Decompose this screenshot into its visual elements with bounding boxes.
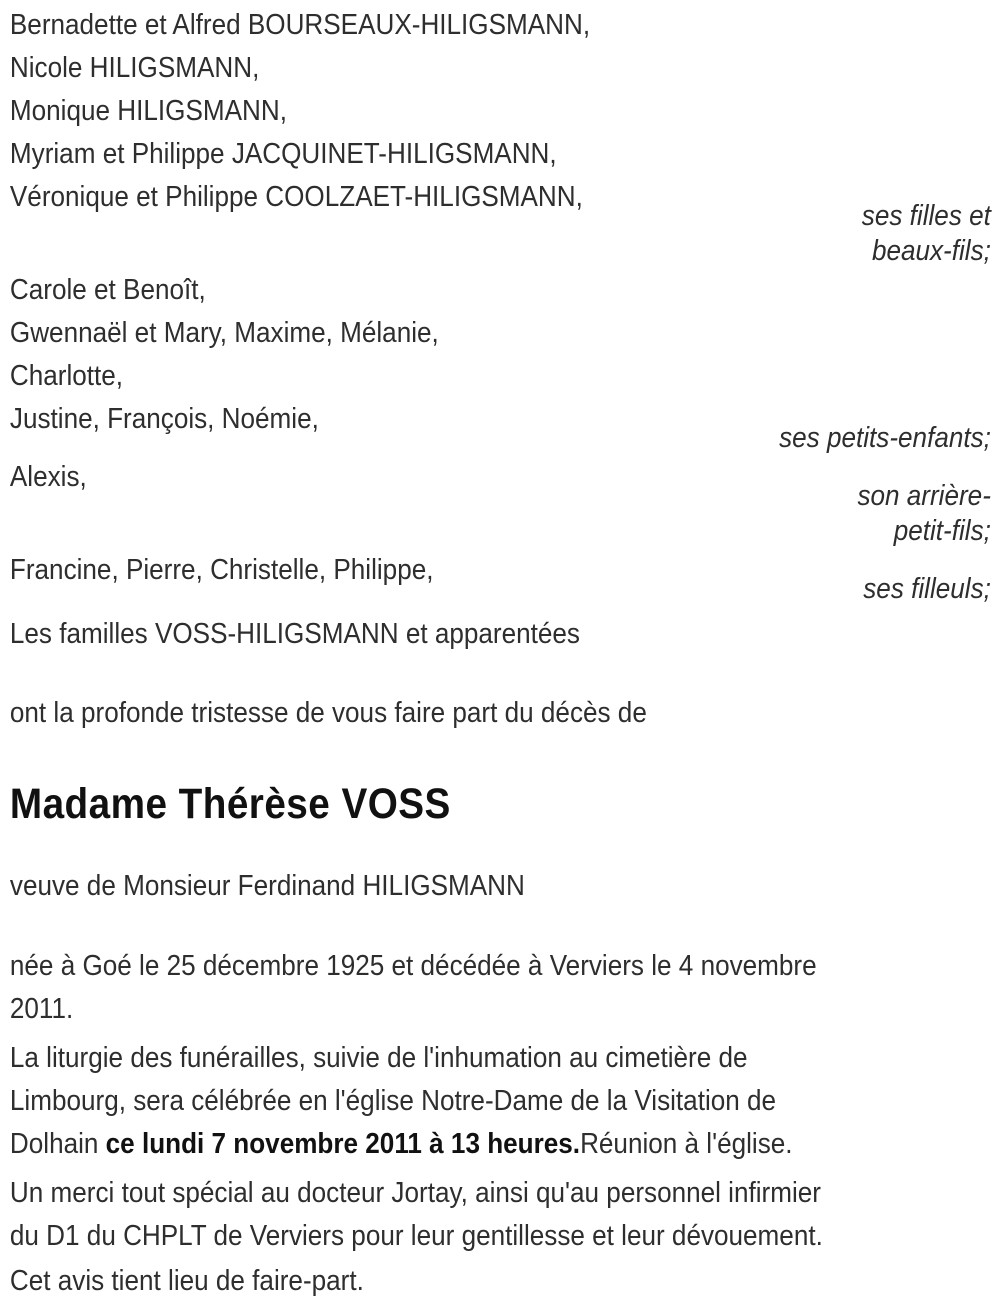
- family-group-grandchildren: [10, 269, 991, 441]
- family-name-line: Francine, Pierre, Christelle, Philippe,: [9, 554, 434, 586]
- relation-label-line: son arrière-: [857, 480, 991, 512]
- birth-death-line: 2011.: [9, 993, 74, 1025]
- family-name-line: Carole et Benoît,: [9, 274, 206, 306]
- family-name-line: Myriam et Philippe JACQUINET-HILIGSMANN,: [9, 138, 557, 170]
- ceremony-line-with-date: [10, 1123, 991, 1166]
- relation-label-great-grandson: [10, 479, 991, 549]
- family-name-line: Les familles VOSS-HILIGSMANN et apparentées: [9, 618, 580, 650]
- announcement-line: ont la profonde tristesse de vous faire part du décès de: [9, 697, 647, 729]
- birth-death-line: née à Goé le 25 décembre 1925 et décédée à Verviers le 4 novembre: [9, 950, 817, 982]
- widow-line: veuve de Monsieur Ferdinand HILIGSMANN: [9, 870, 525, 902]
- family-name-line: Justine, François, Noémie,: [9, 403, 319, 435]
- family-name-line: Gwennaël et Mary, Maxime, Mélanie,: [9, 317, 439, 349]
- birth-death-paragraph: [10, 945, 991, 1031]
- family-group-related-families: [10, 613, 991, 656]
- family-name-line: Charlotte,: [9, 360, 124, 392]
- thanks-paragraph: [10, 1172, 991, 1258]
- relation-label-line: ses filles et: [861, 200, 991, 232]
- relation-label-line: ses petits-enfants;: [779, 422, 991, 454]
- family-name-line: Monique HILIGSMANN,: [9, 95, 287, 127]
- family-name-line: Alexis,: [9, 461, 87, 493]
- deceased-name-heading: Madame Thérèse VOSS: [9, 780, 451, 828]
- relation-label-line: ses filleuls;: [863, 573, 991, 605]
- ceremony-line: Limbourg, sera célébrée en l'église Notre-Dame de la Visitation de: [9, 1085, 777, 1117]
- family-group-daughters: [10, 4, 991, 219]
- family-name-line: Nicole HILIGSMANN,: [9, 52, 260, 84]
- family-name-line: Véronique et Philippe COOLZAET-HILIGSMANN,: [9, 181, 583, 213]
- closing-line: Cet avis tient lieu de faire-part.: [9, 1265, 364, 1297]
- thanks-line: Un merci tout spécial au docteur Jortay, ainsi qu'au personnel infirmier: [9, 1177, 821, 1209]
- relation-label-line: petit-fils;: [893, 515, 991, 547]
- family-name-line: Bernadette et Alfred BOURSEAUX-HILIGSMANN,: [9, 9, 591, 41]
- ceremony-line: La liturgie des funérailles, suivie de l'inhumation au cimetière de: [9, 1042, 748, 1074]
- relation-label-line: beaux-fils;: [871, 235, 991, 267]
- thanks-line: du D1 du CHPLT de Verviers pour leur gentillesse et leur dévouement.: [9, 1220, 823, 1252]
- ceremony-line-prefix: Dolhain: [9, 1128, 106, 1160]
- ceremony-line-suffix: Réunion à l'église.: [580, 1128, 793, 1160]
- ceremony-date-bold: ce lundi 7 novembre 2011 à 13 heures.: [105, 1128, 581, 1160]
- ceremony-paragraph: [10, 1037, 991, 1166]
